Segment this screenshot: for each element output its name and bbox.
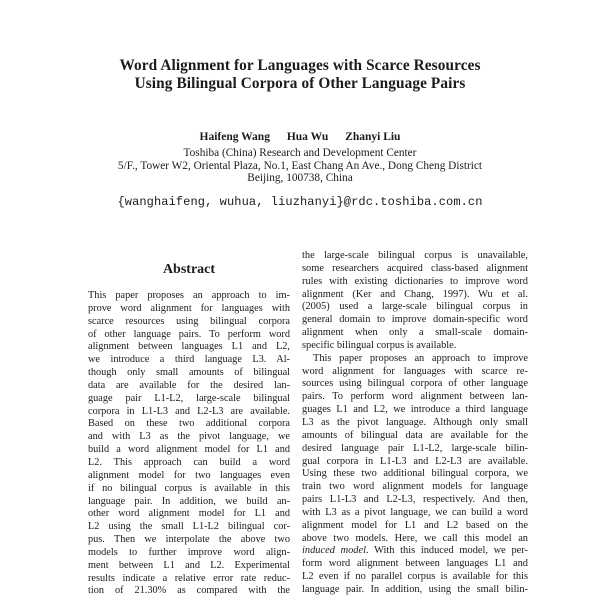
- text-line: alignment model for two languages even: [88, 469, 290, 481]
- author-name: Haifeng Wang: [199, 131, 270, 143]
- text-line: alignment (Ker and Chang, 1997). Wu et al.: [302, 288, 528, 300]
- text-line: pus. Then we interpolate the above two: [88, 534, 290, 546]
- paper-title: [0, 57, 600, 93]
- text-line: L2 using the small L1-L2 bilingual cor-: [88, 521, 290, 533]
- text-line: data are available for the desired lan-: [88, 379, 290, 391]
- italic-text: induced model: [302, 545, 366, 557]
- text-line: pairs. To perform word alignment between lan-: [302, 391, 528, 403]
- author-name: Hua Wu: [286, 131, 329, 143]
- text-line: amounts of bilingual data are available for the: [302, 429, 528, 441]
- text-line: alignment when only a small-scale domain-: [302, 327, 528, 339]
- text-line: guages L1 and L2, we introduce a third language: [302, 404, 528, 416]
- text-line: we introduce a third language L3. Al-: [88, 354, 290, 366]
- text-line: alignment between languages L1 and L2,: [88, 341, 290, 353]
- text-line: tion of 21.30% as compared with the: [88, 585, 290, 597]
- text-line: train two word alignment models for language: [302, 481, 528, 493]
- text-line: if no bilingual corpus is available in this: [88, 482, 290, 494]
- text-line: sources using bilingual corpora of other language: [302, 378, 528, 390]
- abstract-body: [88, 290, 290, 598]
- right-column: [302, 250, 528, 597]
- text-line: pairs L1-L3 and L2-L3, respectively. And then,: [302, 494, 528, 506]
- text-line: Using these two additional bilingual corpora, we: [302, 468, 528, 480]
- affiliation-line: 5/F., Tower W2, Oriental Plaza, No.1, East Chang An Ave., Dong Cheng District: [117, 159, 483, 172]
- text-line: This paper proposes an approach to improve: [313, 352, 528, 364]
- text-segment: . With this induced model, we per-: [365, 545, 528, 557]
- abstract-heading: Abstract: [162, 262, 216, 277]
- email-line: {wanghaifeng, wuhua, liuzhanyi}@rdc.toshiba.com.cn: [117, 194, 483, 209]
- text-line: (2005) used a large-scale bilingual corpus in: [302, 301, 528, 313]
- text-line: some researchers acquired class-based alignment: [302, 262, 528, 274]
- text-line: language pair. In addition, using the small bilin-: [302, 583, 528, 595]
- text-line: ment between L1 and L2. Experimental: [88, 559, 290, 571]
- text-line: L2. This approach can build a word: [88, 456, 290, 468]
- text-line: form word alignment between languages L1 and: [302, 558, 528, 570]
- text-line: prove word alignment for languages with: [88, 302, 290, 314]
- affiliation-block: [0, 147, 600, 185]
- text-line: though only small amounts of bilingual: [88, 367, 290, 379]
- paper-title-line-1: Word Alignment for Languages with Scarce Resources: [119, 57, 481, 74]
- text-line: alignment model for L1 and L2 based on the: [302, 519, 528, 531]
- text-line: scarce resources using bilingual corpora: [88, 315, 290, 327]
- text-line: build a word alignment model for L1 and: [88, 444, 290, 456]
- text-line: corpora in L1-L3 and L2-L3 are available.: [88, 405, 290, 417]
- text-line: results indicate a relative error rate reduc-: [88, 572, 290, 584]
- text-line: This paper proposes an approach to im-: [88, 290, 290, 301]
- text-line: Based on these two additional corpora: [88, 418, 290, 430]
- text-line: with L3 as a pivot language, we can build a word: [302, 506, 528, 518]
- text-line: [302, 545, 528, 558]
- text-line: and with L3 as the pivot language, we: [88, 431, 290, 443]
- text-line: above two models. Here, we call this model an: [302, 532, 528, 544]
- affiliation-line: Toshiba (China) Research and Development Center: [183, 147, 417, 159]
- text-line: word alignment for languages with scarce re-: [302, 365, 528, 377]
- text-line: guage pair L1-L2, large-scale bilingual: [88, 392, 290, 404]
- authors-line: [0, 130, 600, 144]
- text-line: L3 as the pivot language. Although only small: [302, 416, 528, 428]
- text-line: desired language pair L1-L2, large-scale bilin-: [302, 442, 528, 454]
- text-line: language pair. In addition, we build an-: [88, 495, 290, 507]
- text-line: specific bilingual corpus is available.: [302, 339, 457, 351]
- text-line: gual corpora in L1-L3 and L2-L3 are available.: [302, 455, 528, 467]
- paper-title-line-2: Using Bilingual Corpora of Other Language Pairs: [134, 75, 466, 92]
- abstract-column: [88, 262, 290, 598]
- text-line: other word alignment model for L1 and: [88, 508, 290, 520]
- affiliation-line: Beijing, 100738, China: [247, 172, 353, 185]
- text-line: models to further improve word align-: [88, 546, 290, 558]
- paper-header: [0, 0, 600, 209]
- text-line: rules with existing dictionaries to improve word: [302, 275, 528, 287]
- author-name: Zhanyi Liu: [345, 131, 401, 143]
- text-line: general domain to improve domain-specific word: [302, 314, 528, 326]
- text-line: L2 even if no parallel corpus is available for this: [302, 571, 528, 583]
- text-line: the large-scale bilingual corpus is unavailable,: [302, 250, 528, 261]
- text-line: of other language pairs. To perform word: [88, 328, 290, 340]
